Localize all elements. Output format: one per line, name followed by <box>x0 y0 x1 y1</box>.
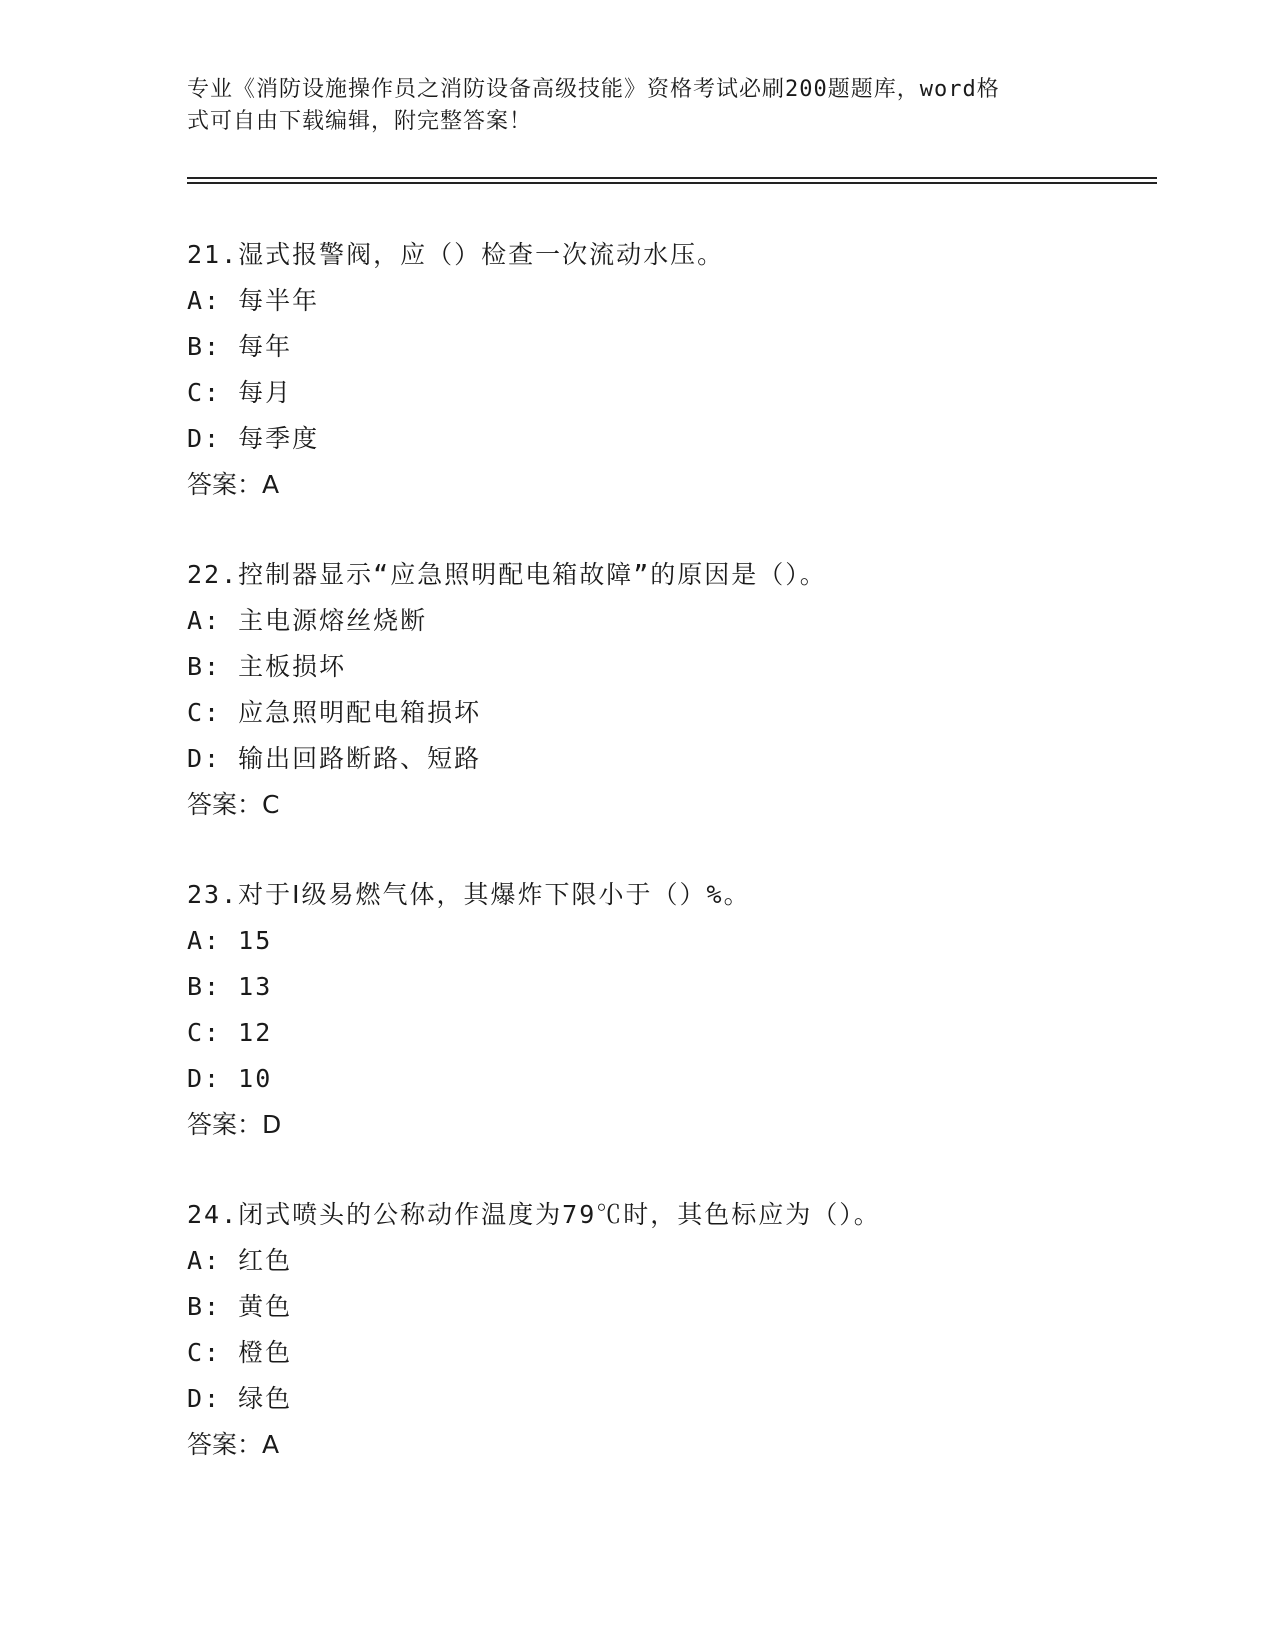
answer: 答案：A <box>187 1430 280 1459</box>
option-a: A: 主电源熔丝烧断 <box>187 606 428 635</box>
question-23 <box>187 872 1147 1148</box>
option-b: B: 主板损坏 <box>187 652 347 681</box>
question-21 <box>187 232 1147 508</box>
option-c: C: 12 <box>187 1018 273 1047</box>
answer: 答案：C <box>187 790 280 819</box>
document-header <box>187 74 1067 138</box>
option-d: D: 10 <box>187 1064 273 1093</box>
option-c: C: 应急照明配电箱损坏 <box>187 698 482 727</box>
option-b: B: 黄色 <box>187 1292 293 1321</box>
option-d: D: 输出回路断路、短路 <box>187 744 482 773</box>
option-b: B: 每年 <box>187 332 293 361</box>
option-a: A: 红色 <box>187 1246 293 1275</box>
option-d: D: 绿色 <box>187 1384 293 1413</box>
header-line-1: 专业《消防设施操作员之消防设备高级技能》资格考试必刷200题题库，word格 <box>187 77 1000 102</box>
answer: 答案：D <box>187 1110 282 1139</box>
option-a: A: 15 <box>187 926 273 955</box>
header-divider-top <box>187 177 1157 179</box>
header-line-2: 式可自由下载编辑，附完整答案！ <box>187 109 533 134</box>
header-divider-bottom <box>187 182 1157 184</box>
option-d: D: 每季度 <box>187 424 320 453</box>
option-c: C: 每月 <box>187 378 293 407</box>
question-stem: 22.控制器显示“应急照明配电箱故障”的原因是（）。 <box>187 560 827 589</box>
option-b: B: 13 <box>187 972 273 1001</box>
question-stem: 24.闭式喷头的公称动作温度为79℃时，其色标应为（）。 <box>187 1200 881 1229</box>
option-a: A: 每半年 <box>187 286 320 315</box>
option-c: C: 橙色 <box>187 1338 293 1367</box>
question-stem: 21.湿式报警阀，应（）检查一次流动水压。 <box>187 240 725 269</box>
answer: 答案：A <box>187 470 280 499</box>
question-stem: 23.对于Ⅰ级易燃气体，其爆炸下限小于（）%。 <box>187 880 751 909</box>
question-22 <box>187 552 1147 828</box>
question-24 <box>187 1192 1147 1468</box>
